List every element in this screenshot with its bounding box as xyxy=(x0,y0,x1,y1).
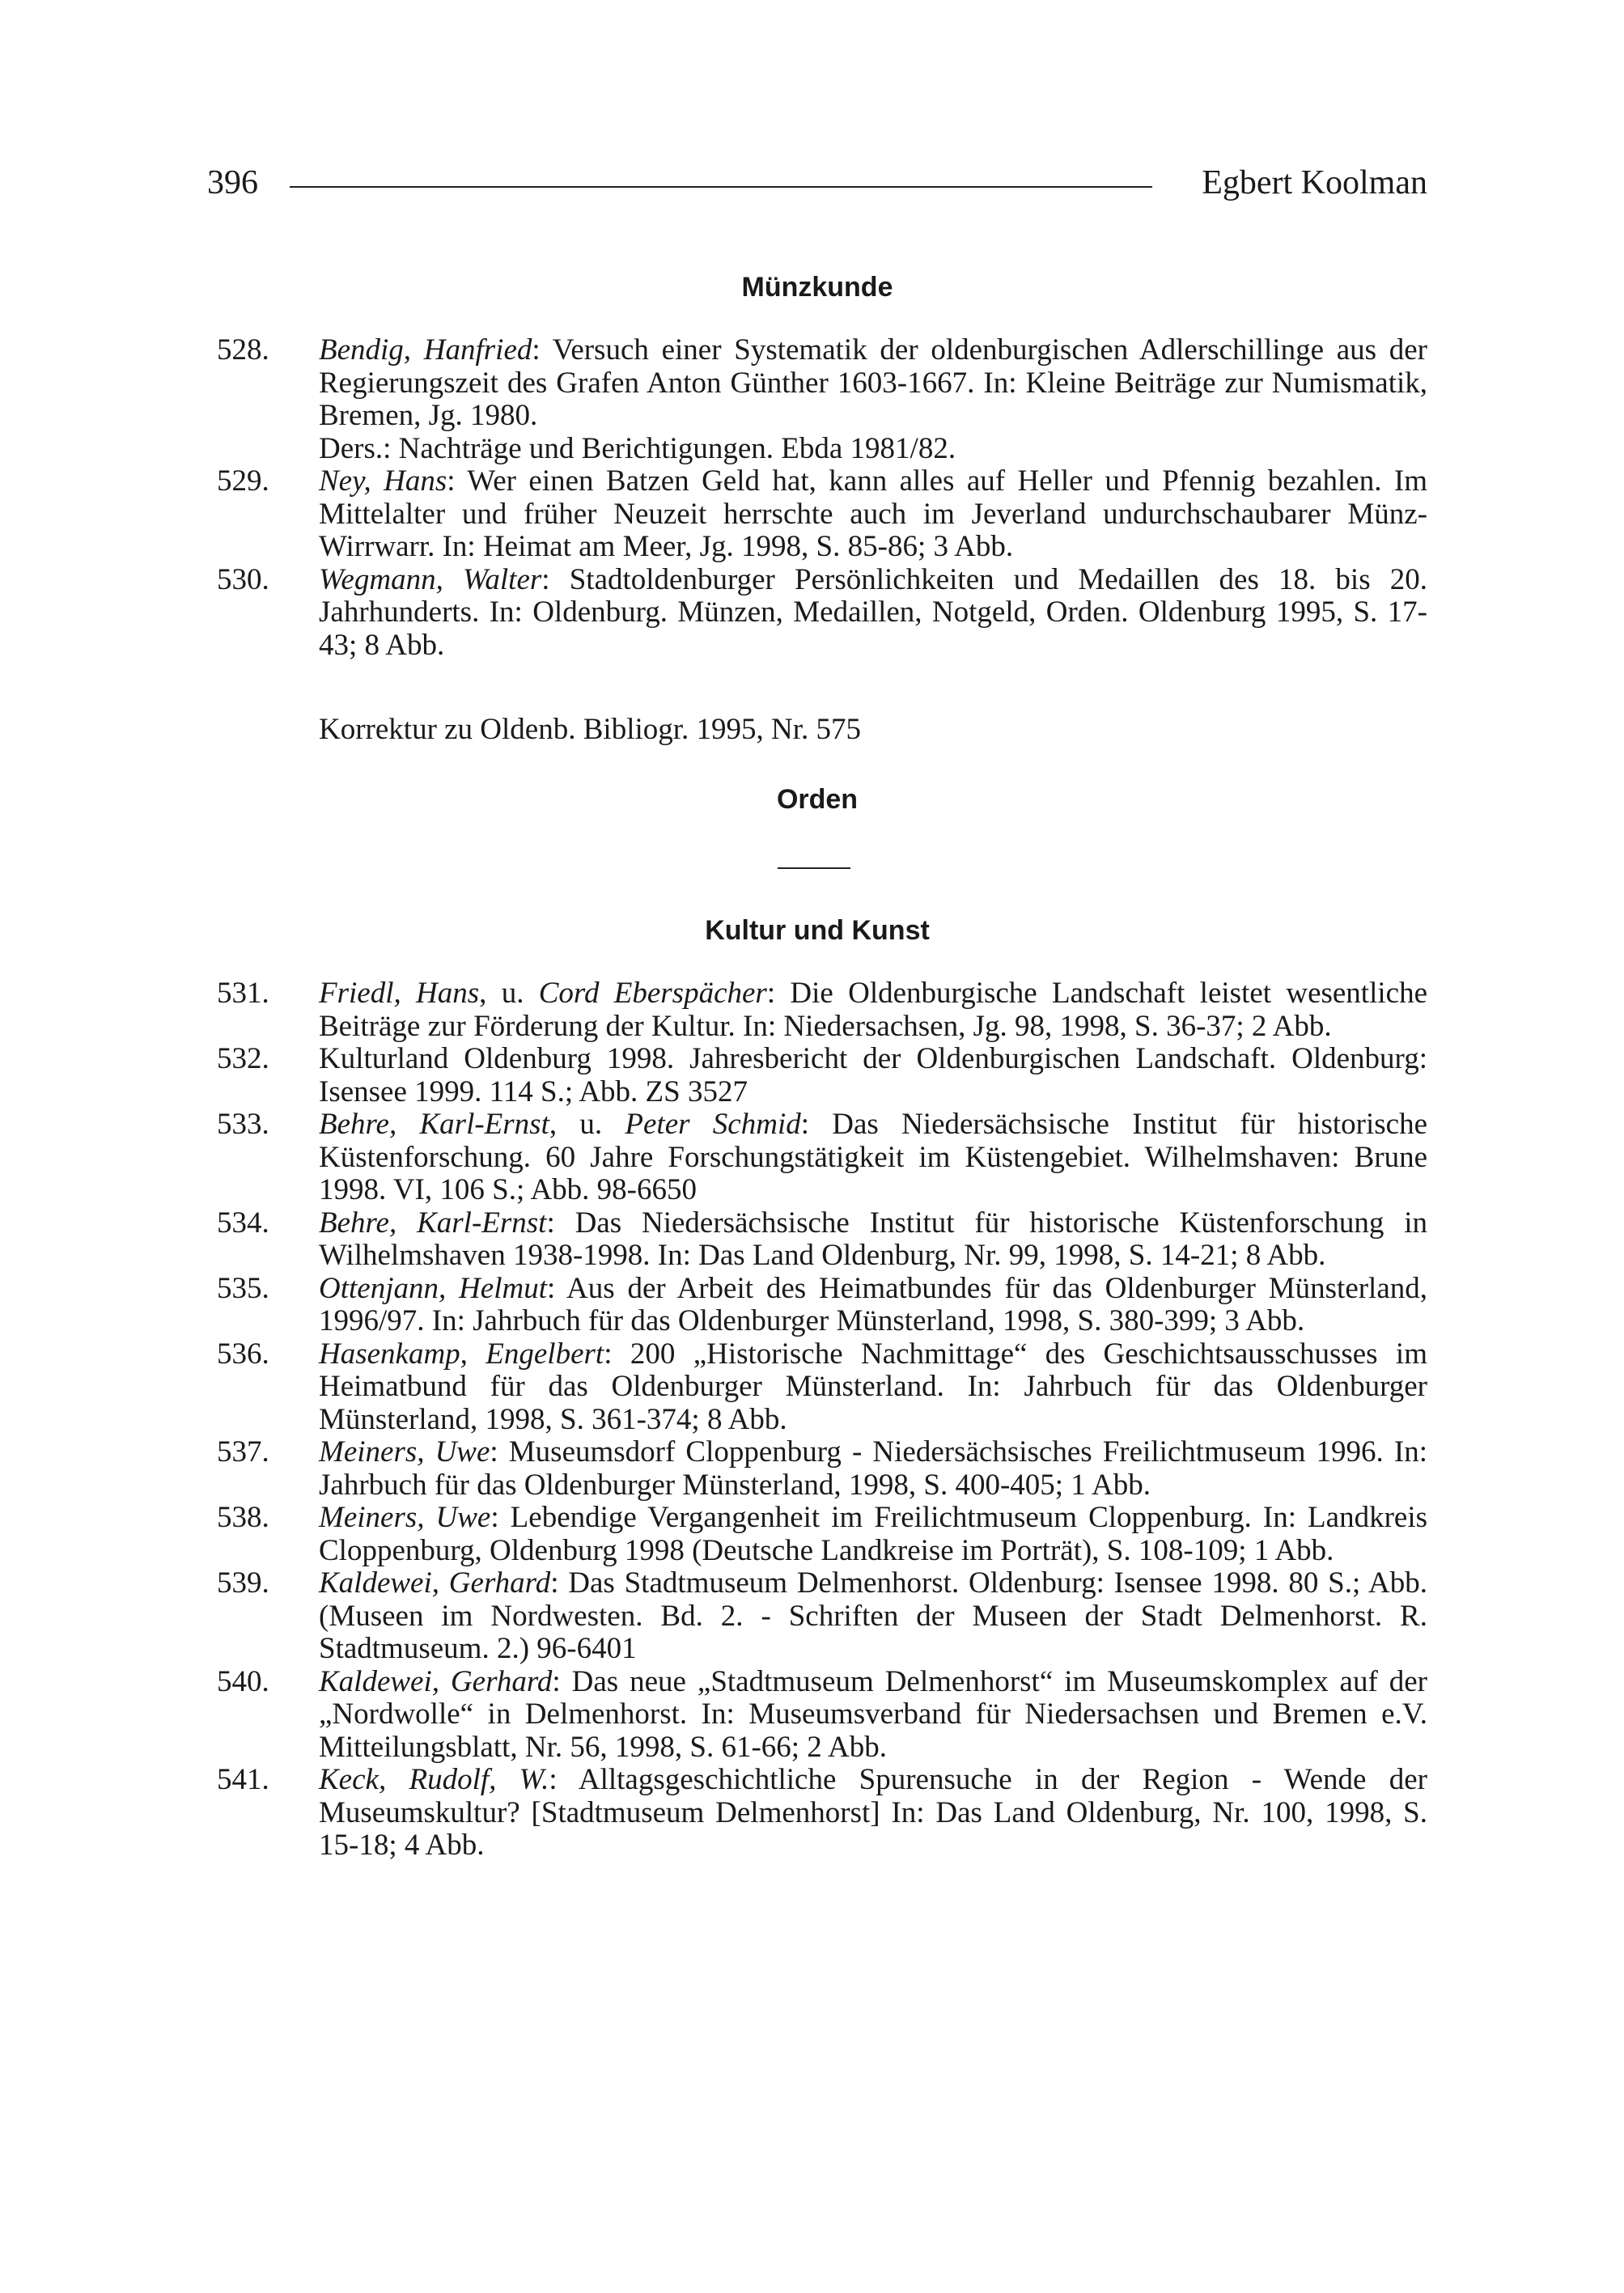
entry-author: Meiners, Uwe xyxy=(319,1435,490,1469)
entry-list-muenzkunde xyxy=(207,334,1427,662)
entry-author: Ney, Hans xyxy=(319,464,447,498)
bibliography-entry xyxy=(207,1207,1427,1273)
bibliography-entry xyxy=(207,564,1427,663)
bibliography-entry xyxy=(207,977,1427,1043)
bibliography-entry xyxy=(207,1108,1427,1207)
entry-number: 531. xyxy=(217,977,269,1010)
bibliography-entry xyxy=(207,1273,1427,1338)
entry-text: Kulturland Oldenburg 1998. Jahresbericht der Oldenburgischen Landschaft. Oldenburg: Isensee 1999. 114 S.; Abb. ZS 3527 xyxy=(319,1042,1427,1108)
bibliography-entry xyxy=(207,1338,1427,1437)
section-heading-orden: Orden xyxy=(776,784,859,815)
entry-text: : Stadtoldenburger Persönlichkeiten und Medaillen des 18. bis 20. Jahrhunderts. In: Oldenburg. Münzen, Medaillen, Notgeld, Orden. Oldenburg 1995, S. 17-43; 8 Abb. xyxy=(319,562,1427,662)
bibliography-entry xyxy=(207,1567,1427,1666)
entry-author: Friedl, Hans xyxy=(319,977,480,1010)
header-rule xyxy=(290,186,1152,188)
entry-author: Kaldewei, Gerhard xyxy=(319,1566,551,1600)
bibliography-entry xyxy=(207,1666,1427,1765)
entry-coauthor: Cord Eberspächer xyxy=(538,977,767,1010)
entry-author: Keck, Rudolf, W. xyxy=(319,1763,549,1796)
entry-text: : 200 „Historische Nachmittage“ des Geschichtsausschusses im Heimatbund für das Oldenburger Münsterland. In: Jahrbuch für das Oldenburger Münsterland, 1998, S. 361-374; 8 Abb. xyxy=(319,1337,1427,1436)
entry-author: Wegmann, Walter xyxy=(319,562,542,596)
entry-author: Ottenjann, Helmut xyxy=(319,1271,547,1305)
correction-note: Korrektur zu Oldenb. Bibliogr. 1995, Nr. 575 xyxy=(319,713,862,746)
entry-number: 530. xyxy=(217,562,269,596)
entry-text: : Wer einen Batzen Geld hat, kann alles auf Heller und Pfennig bezahlen. Im Mittelalter und früher Neuzeit herrschte auch im Jeverland undurchschaubarer Münz-Wirrwarr. In: Heimat am Meer, Jg. 1998, S. 85-86; 3 Abb. xyxy=(319,464,1427,563)
entry-text: : Versuch einer Systematik der oldenburgischen Adlerschillinge aus der Regierungszeit des Grafen Anton Günther 1603-1667. In: Kleine Beiträge zur Numismatik, Bremen, Jg. 1980. xyxy=(319,333,1428,432)
running-head: Egbert Koolman xyxy=(1202,164,1427,201)
entry-text-continued: : Die Oldenburgische Landschaft leistet wesentliche Beiträge zur Förderung der Kultur. In: Niedersachsen, Jg. 98, 1998, S. 36-37; 2 Abb. xyxy=(319,977,1427,1043)
bibliography-entry xyxy=(207,1043,1427,1108)
entry-number: 532. xyxy=(217,1042,269,1075)
entry-text: : Das Niedersächsische Institut für historische Küstenforschung in Wilhelmshaven 1938-1998. In: Das Land Oldenburg, Nr. 99, 1998, S. 14-21; 8 Abb. xyxy=(319,1206,1427,1272)
entry-number: 528. xyxy=(217,333,269,367)
bibliography-entry xyxy=(207,334,1427,465)
page-header xyxy=(207,159,1427,207)
entry-number: 540. xyxy=(217,1664,269,1698)
section-heading-kultur: Kultur und Kunst xyxy=(705,915,930,946)
bibliography-entry xyxy=(207,1764,1427,1863)
entry-text: : Das neue „Stadtmuseum Delmenhorst“ im Museumskomplex auf der „Nordwolle“ in Delmenhorst. In: Museumsverband für Niedersachsen und Bremen e.V. Mitteilungsblatt, Nr. 56, 1998, S. 61-66; 2 Abb. xyxy=(319,1664,1427,1764)
entry-number: 541. xyxy=(217,1763,269,1796)
entry-number: 538. xyxy=(217,1501,269,1534)
section-heading-muenzkunde: Münzkunde xyxy=(741,272,893,303)
entry-author: Meiners, Uwe xyxy=(319,1501,491,1534)
entry-text: : Museumsdorf Cloppenburg - Niedersächsisches Freilichtmuseum 1996. In: Jahrbuch für das Oldenburger Münsterland, 1998, S. 400-405; 1 Abb. xyxy=(319,1435,1427,1502)
entry-number: 539. xyxy=(217,1566,269,1600)
entry-note: Ders.: Nachträge und Berichtigungen. Ebda 1981/82. xyxy=(319,431,956,465)
entry-number: 529. xyxy=(217,464,269,498)
bibliography-entry xyxy=(207,1502,1427,1567)
entry-author: Kaldewei, Gerhard xyxy=(319,1664,553,1698)
entry-author: Bendig, Hanfried xyxy=(319,333,532,367)
entry-author: Hasenkamp, Engelbert xyxy=(319,1337,604,1371)
entry-text: : Aus der Arbeit des Heimatbundes für das Oldenburger Münsterland, 1996/97. In: Jahrbuch für das Oldenburger Münsterland, 1998, S. 380-399; 3 Abb. xyxy=(319,1271,1428,1337)
entry-text: : Lebendige Vergangenheit im Freilichtmuseum Cloppenburg. In: Landkreis Cloppenburg, Oldenburg 1998 (Deutsche Landkreise im Porträt), S. 108-109; 1 Abb. xyxy=(319,1501,1427,1567)
entry-text: : Das Stadtmuseum Delmenhorst. Oldenburg: Isensee 1998. 80 S.; Abb. (Museen im Nordwesten. Bd. 2. - Schriften der Museen der Stadt Delmenhorst. R. Stadtmuseum. 2.) 96-6401 xyxy=(319,1566,1427,1665)
bibliography-entry xyxy=(207,465,1427,564)
bibliography-entry xyxy=(207,1436,1427,1502)
entry-number: 535. xyxy=(217,1271,269,1305)
entry-number: 536. xyxy=(217,1337,269,1371)
entry-text: : Alltagsgeschichtliche Spurensuche in der Region - Wende der Museumskultur? [Stadtmuseum Delmenhorst] In: Das Land Oldenburg, Nr. 100, 1998, S. 15-18; 4 Abb. xyxy=(319,1763,1428,1862)
page-number: 396 xyxy=(207,164,258,201)
entry-author: Behre, Karl-Ernst xyxy=(319,1108,549,1141)
entry-list-kultur xyxy=(207,977,1427,1863)
entry-text: , u. xyxy=(479,977,539,1010)
entry-text: , u. xyxy=(549,1108,625,1141)
entry-author: Behre, Karl-Ernst xyxy=(319,1206,547,1240)
entry-number: 533. xyxy=(217,1108,269,1141)
entry-number: 534. xyxy=(217,1206,269,1240)
entry-number: 537. xyxy=(217,1435,269,1469)
entry-coauthor: Peter Schmid xyxy=(625,1108,801,1141)
empty-section-dash xyxy=(778,867,850,869)
entry-text-continued: : Das Niedersächsische Institut für historische Küstenforschung. 60 Jahre Forschungstätigkeit im Küstengebiet. Wilhelmshaven: Brune 1998. VI, 106 S.; Abb. 98-6650 xyxy=(319,1108,1428,1206)
